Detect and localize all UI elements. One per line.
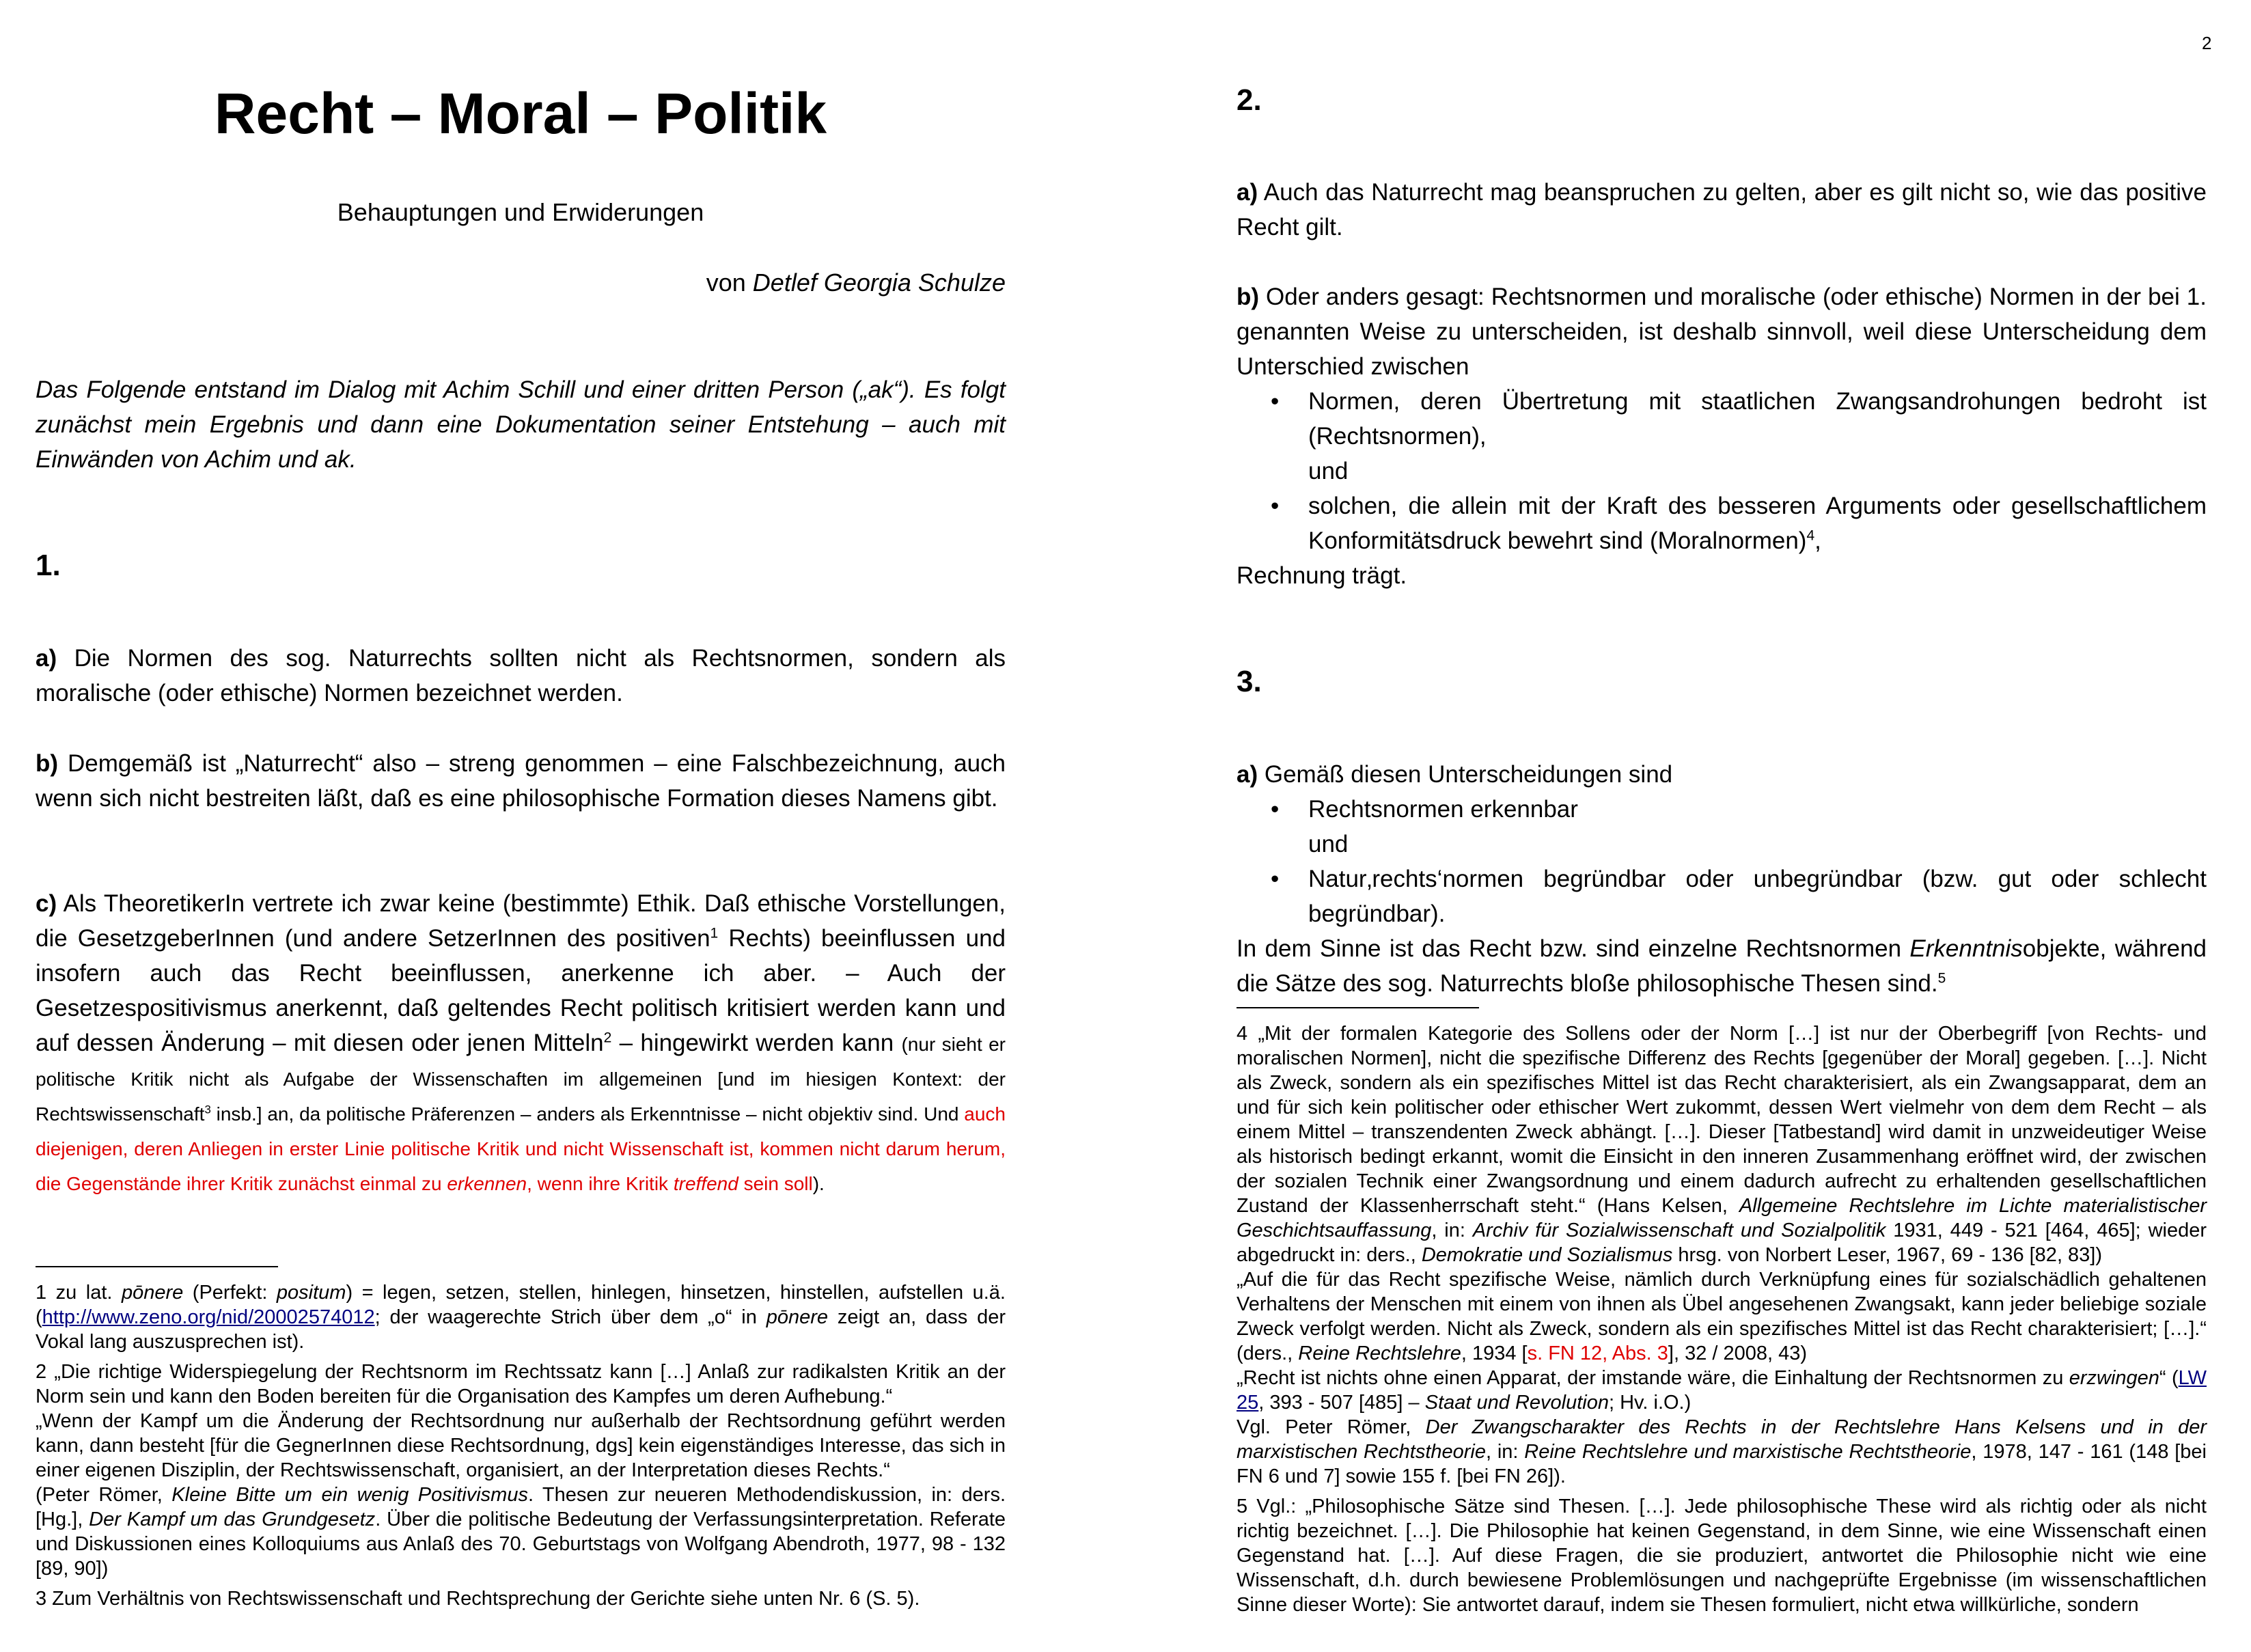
text-3a-emph: Erkenntnis	[1909, 935, 2023, 962]
document-title: Recht – Moral – Politik	[214, 81, 827, 146]
bullet-list-2b	[1237, 384, 2207, 558]
document-subtitle: Behauptungen und Erwiderungen	[337, 198, 704, 226]
fn4-q3-a: „Recht ist nichts ohne einen Apparat, der imstande wäre, die Einhaltung der Rechtsnormen zu	[1237, 1367, 2069, 1389]
fn2-cite-a: (Peter Römer,	[36, 1484, 172, 1506]
label-1c: c)	[36, 890, 57, 917]
fn1-part-b: (Perfekt:	[183, 1282, 277, 1304]
footnote-ref-3[interactable]: 3	[204, 1103, 211, 1116]
label-2b: b)	[1237, 284, 1260, 310]
bullet-text: Rechtsnormen erkennbar	[1308, 796, 1578, 823]
fn2-cite-em1: Kleine Bitte um ein wenig Positivismus	[171, 1484, 528, 1506]
red-part3: sein soll	[738, 1173, 813, 1194]
footnote-4	[1237, 1021, 2207, 1267]
paragraph-1b	[36, 746, 1006, 816]
fn1-part-c: ) = legen, setzen, stellen, hinlegen, hinsetzen, hinstellen, aufstellen u.ä. (	[36, 1282, 1006, 1328]
bullet-icon: •	[1271, 866, 1280, 892]
text-1c-aside	[36, 1034, 1006, 1194]
fn2-cite-em2: Der Kampf um das Grundgesetz	[89, 1509, 376, 1530]
footnote-3: 3 Zum Verhältnis von Rechtswissenschaft und Rechtsprechung der Gerichte siehe unten Nr. 6 (S. 5).	[36, 1588, 920, 1610]
text-3a-part2: objekte, während die Sätze des sog. Naturrechts bloße philosophische Thesen sind.	[1237, 935, 2207, 997]
text-1c-part2: Rechts) beeinflussen und insofern auch das Recht beeinflussen, anerkenne ich aber. – Auch der Gesetzespositivismus anerkennt, daß geltendes Recht politisch kritisiert werden kann und auf dessen Änderung – mit diesen oder jenen Mitteln	[36, 925, 1006, 1056]
paragraph-2b	[1237, 279, 2207, 593]
text-3a: Gemäß diesen Unterscheidungen sind	[1258, 761, 1673, 788]
fn4-q2-em: Reine Rechtslehre	[1298, 1343, 1461, 1364]
red-emph2: treffend	[673, 1173, 738, 1194]
list-item	[1237, 488, 2207, 558]
fn4-b: , in:	[1431, 1220, 1473, 1241]
fn4-em2: Archiv für Sozialwissenschaft und Sozialpolitik	[1472, 1220, 1886, 1241]
footnote-ref-2[interactable]: 2	[603, 1030, 612, 1046]
fn1-em3: pōnere	[766, 1306, 829, 1328]
footnote-2	[36, 1360, 1006, 1409]
footnotes-right	[1237, 1021, 2207, 1617]
fn2-cite-b: . Thesen zur neueren Methodendiskussion, in: ders. [Hg.],	[36, 1484, 1006, 1530]
fn4-q3-b: “ (	[2159, 1367, 2179, 1389]
footnote-5: 5 Vgl.: „Philosophische Sätze sind Thesen. […]. Jede philosophische These wird als richtig oder als nicht richtig bezeichnet. […]. Die Philosophie hat keinen Gegenstand, in dem Sinne, wie eine Wissenschaft einen Gegenstand hat. […]. Auf diese Fragen, die sie produziert, antwortet die Philosophie nicht wie eine Wissenschaft, d.h. durch bewiesene Problemlösungen und nachgeprüfte Ergebnisse (im wissenschaftlichen Sinne dieser Worte): Sie antwortet darauf, indem sie Thesen formuliert, nicht etwa willkürliche, sondern	[1237, 1496, 2207, 1616]
bullet-end: ,	[1814, 527, 1821, 554]
text-1c-part1: Als TheoretikerIn vertrete ich zwar keine (bestimmte) Ethik. Daß ethische Vorstellungen, die GesetzgeberInnen (und andere SetzerInnen des positiven	[36, 890, 1006, 952]
footnote-2-quote2: „Wenn der Kampf um die Änderung der Rechtsordnung nur außerhalb der Rechtsordnung geführt werden kann, dann besteht [für die GegnerInnen diese Rechtsordnung, dgs] kein eigenständiges Interesse, das sich in einer eigenen Disziplin, der Rechtswissenschaft, organisiert, an der Interpretation dieses Rechts.“	[36, 1410, 1006, 1481]
fn4-vgl-b: , in:	[1486, 1441, 1525, 1463]
paragraph-2a	[1237, 175, 2207, 245]
fn4-q2-b: , 1934 [	[1461, 1343, 1528, 1364]
text-3a-part1: In dem Sinne ist das Recht bzw. sind einzelne Rechtsnormen	[1237, 935, 1910, 962]
fn4-q2-a: „Auf die für das Recht spezifische Weise, nämlich durch Verknüpfung eines für sozialschädlich gehaltenen Verhaltens der Menschen mit einem von ihnen als Übel angesehenen Zwangsakt, kann jeder beliebige soziale Zweck verfolgt werden. Nicht als Zweck, sondern als ein spezifisches Mittel ist das Recht charakterisiert; […].“ (ders.,	[1237, 1269, 2207, 1364]
fn4-em3: Demokratie und Sozialismus	[1421, 1244, 1673, 1266]
bullet-text: solchen, die allein mit der Kraft des besseren Arguments oder gesellschaftlichem Konformitätsdruck bewehrt sind (Moralnormen)	[1308, 493, 2207, 554]
footnote-ref-4[interactable]: 4	[1806, 527, 1815, 544]
footnotes-left	[36, 1280, 1006, 1611]
author-name: Detlef Georgia Schulze	[752, 269, 1006, 297]
list-item	[1237, 862, 2207, 931]
fn4-q3-c: , 393 - 507 [485] –	[1258, 1392, 1425, 1414]
text-1b: Demgemäß ist „Naturrecht“ also – streng genommen – eine Falschbezeichnung, auch wenn sich nicht bestreiten läßt, daß es eine philosophische Formation dieses Namens gibt.	[36, 750, 1006, 812]
text-1c-part3: – hingewirkt werden kann	[611, 1030, 902, 1056]
footnote-2-citation	[36, 1483, 1006, 1581]
footnote-4-quote2	[1237, 1267, 2207, 1366]
bullet-text: Natur‚rechts‘normen begründbar oder unbegründbar (bzw. gut oder schlecht begründbar).	[1308, 866, 2207, 927]
fn4-em1: Allgemeine Rechtslehre im Lichte materialistischer Geschichtsauffassung	[1237, 1195, 2207, 1241]
aside-part2: insb.] an, da politische Präferenzen – anders als Erkenntnisse – nicht objektiv sind. Und	[210, 1103, 965, 1125]
fn4-q3-em2: Staat und Revolution	[1424, 1392, 1609, 1414]
footnote-4-quote3	[1237, 1366, 2207, 1415]
text-2b-end: Rechnung trägt.	[1237, 562, 1407, 589]
fn2-quote1: 2 „Die richtige Widerspiegelung der Rechtsnorm im Rechtssatz kann […] Anlaß zur radikalsten Kritik an der Norm sein und kann den Boden bereiten für die Organisation des Kampfes um deren Aufhebung.“	[36, 1361, 1006, 1407]
label-3a: a)	[1237, 761, 1258, 788]
bullet-icon: •	[1271, 493, 1280, 519]
fn1-part-e: zeigt an, dass der Vokal lang auszusprechen ist).	[36, 1306, 1006, 1353]
fn4-q2-c: ], 32 / 2008, 43)	[1668, 1343, 1808, 1364]
fn4-vgl-em2: Reine Rechtslehre und marxistische Rechtstheorie	[1524, 1441, 1972, 1463]
paragraph-1c	[36, 886, 1006, 1200]
paragraph-3a	[1237, 757, 2207, 1001]
author-prefix: von	[706, 269, 753, 297]
author-line	[706, 269, 1006, 297]
red-emph1: erkennen	[447, 1173, 527, 1194]
list-item	[1237, 384, 2207, 454]
paragraph-1a	[36, 641, 1006, 711]
red-part2: , wenn ihre Kritik	[527, 1173, 674, 1194]
connector-und: und	[1308, 831, 1349, 857]
fn1-em1: pōnere	[121, 1282, 184, 1304]
text-2b: Oder anders gesagt: Rechtsnormen und moralische (oder ethische) Normen in der bei 1. genannten Weise zu unterscheiden, ist deshalb sinnvoll, weil diese Unterscheidung dem Unterschied zwischen	[1237, 284, 2207, 380]
fn4-c: 1931, 449 - 521 [464, 465]; wieder abgedruckt in: ders.,	[1237, 1220, 2207, 1266]
text-1a: Die Normen des sog. Naturrechts sollten nicht als Rechtsnormen, sondern als moralische (oder ethische) Normen bezeichnet werden.	[36, 645, 1006, 706]
bullet-list-3a	[1237, 792, 2207, 931]
bullet-text: Normen, deren Übertretung mit staatlichen Zwangsandrohungen bedroht ist (Rechtsnormen),	[1308, 388, 2207, 450]
section-heading-1: 1.	[36, 549, 61, 582]
text-3a-end	[1237, 931, 2207, 1001]
fn4-d: hrsg. von Norbert Leser, 1967, 69 - 136 [82, 83])	[1672, 1244, 2103, 1266]
fn4-vgl-em1: Der Zwangscharakter des Rechts in der Rechtslehre Hans Kelsens und in der marxistischen Rechtstheorie	[1237, 1416, 2207, 1463]
intro-paragraph: Das Folgende entstand im Dialog mit Achim Schill und einer dritten Person („ak“). Es folgt zunächst mein Ergebnis und dann eine Dokumentation seiner Entstehung – auch mit Einwänden von Achim und ak.	[36, 376, 1006, 473]
zeno-link[interactable]: http://www.zeno.org/nid/20002574012	[42, 1306, 375, 1328]
fn4-q3-d: ; Hv. i.O.)	[1608, 1392, 1691, 1414]
bullet-icon: •	[1271, 796, 1280, 823]
label-1b: b)	[36, 750, 59, 777]
label-1a: a)	[36, 645, 57, 672]
connector-und: und	[1308, 458, 1349, 484]
footnote-4-vgl	[1237, 1415, 2207, 1489]
fn4-q3-em1: erzwingen	[2069, 1367, 2159, 1389]
footnote-1	[36, 1280, 1006, 1354]
list-item	[1237, 792, 2207, 827]
fn1-part-d: ; der waagerechte Strich über dem „o“ in	[374, 1306, 767, 1328]
aside-part1: (nur sieht er politische Kritik nicht als Aufgabe der Wissenschaften im allgemeinen [und im hiesigen Kontext: der Rechtswissenschaft	[36, 1034, 1006, 1125]
footnote-ref-5[interactable]: 5	[1937, 970, 1946, 987]
fn4-crossref-red[interactable]: s. FN 12, Abs. 3	[1527, 1343, 1668, 1364]
red-part1: auch diejenigen, deren Anliegen in erster Linie politische Kritik und nicht Wissenschaft ist, kommen nicht darum herum, die Gegenstände ihrer Kritik zunächst einmal zu	[36, 1103, 1006, 1194]
lw25-link[interactable]: LW 25	[1237, 1367, 2207, 1414]
section-heading-3: 3.	[1237, 665, 1262, 698]
footnote-separator	[1237, 1007, 1479, 1008]
page-number: 2	[2202, 33, 2212, 53]
fn2-cite-c: . Über die politische Bedeutung der Verfassungsinterpretation. Referate und Diskussionen eines Kolloquiums aus Anlaß des 70. Geburtstags von Wolfgang Abendroth, 1977, 98 - 132 [89, 90])	[36, 1509, 1006, 1580]
fn4-vgl-c: , 1978, 147 - 161 (148 [bei FN 6 und 7] sowie 155 f. [bei FN 26]).	[1237, 1441, 2207, 1487]
fn1-part-a: 1 zu lat.	[36, 1282, 122, 1304]
fn4-vgl-a: Vgl. Peter Römer,	[1237, 1416, 1426, 1438]
footnote-separator	[36, 1266, 278, 1267]
fn4-a: 4 „Mit der formalen Kategorie des Sollens oder der Norm […] ist nur der Oberbegriff [von Rechts- und moralischen Normen], nicht die spezifische Differenz des Rechts [gegenüber der Moral] gegeben. […]. Nicht als Zweck, sondern als ein spezifisches Mittel ist das Recht charakterisiert, als ein Zwangsapparat, dem an und für sich kein politischer oder ethischer Wert zukommt, dessen Wert vielmehr von dem dem Recht – als einem Mittel – transzendenten Zweck abhängt. […]. Dieser [Tatbestand] wird damit in unzweideutiger Weise als historisch bedingt erkannt, womit die Einsicht in den inneren Zusammenhang eröffnet wird, der zwischen der sozialen Technik einer Zwangsordnung und einem dadurch aufrecht zu erhaltenden gesellschaftlichen Zustand der Klassenherrschaft steht.“ (Hans Kelsen,	[1237, 1023, 2207, 1217]
fn1-em2: positum	[276, 1282, 346, 1304]
aside-part3: ).	[812, 1173, 825, 1194]
text-2a: Auch das Naturrecht mag beanspruchen zu gelten, aber es gilt nicht so, wie das positive Recht gilt.	[1237, 179, 2207, 240]
footnote-ref-1[interactable]: 1	[710, 925, 719, 941]
bullet-icon: •	[1271, 388, 1280, 415]
section-heading-2: 2.	[1237, 83, 1262, 117]
label-2a: a)	[1237, 179, 1258, 206]
